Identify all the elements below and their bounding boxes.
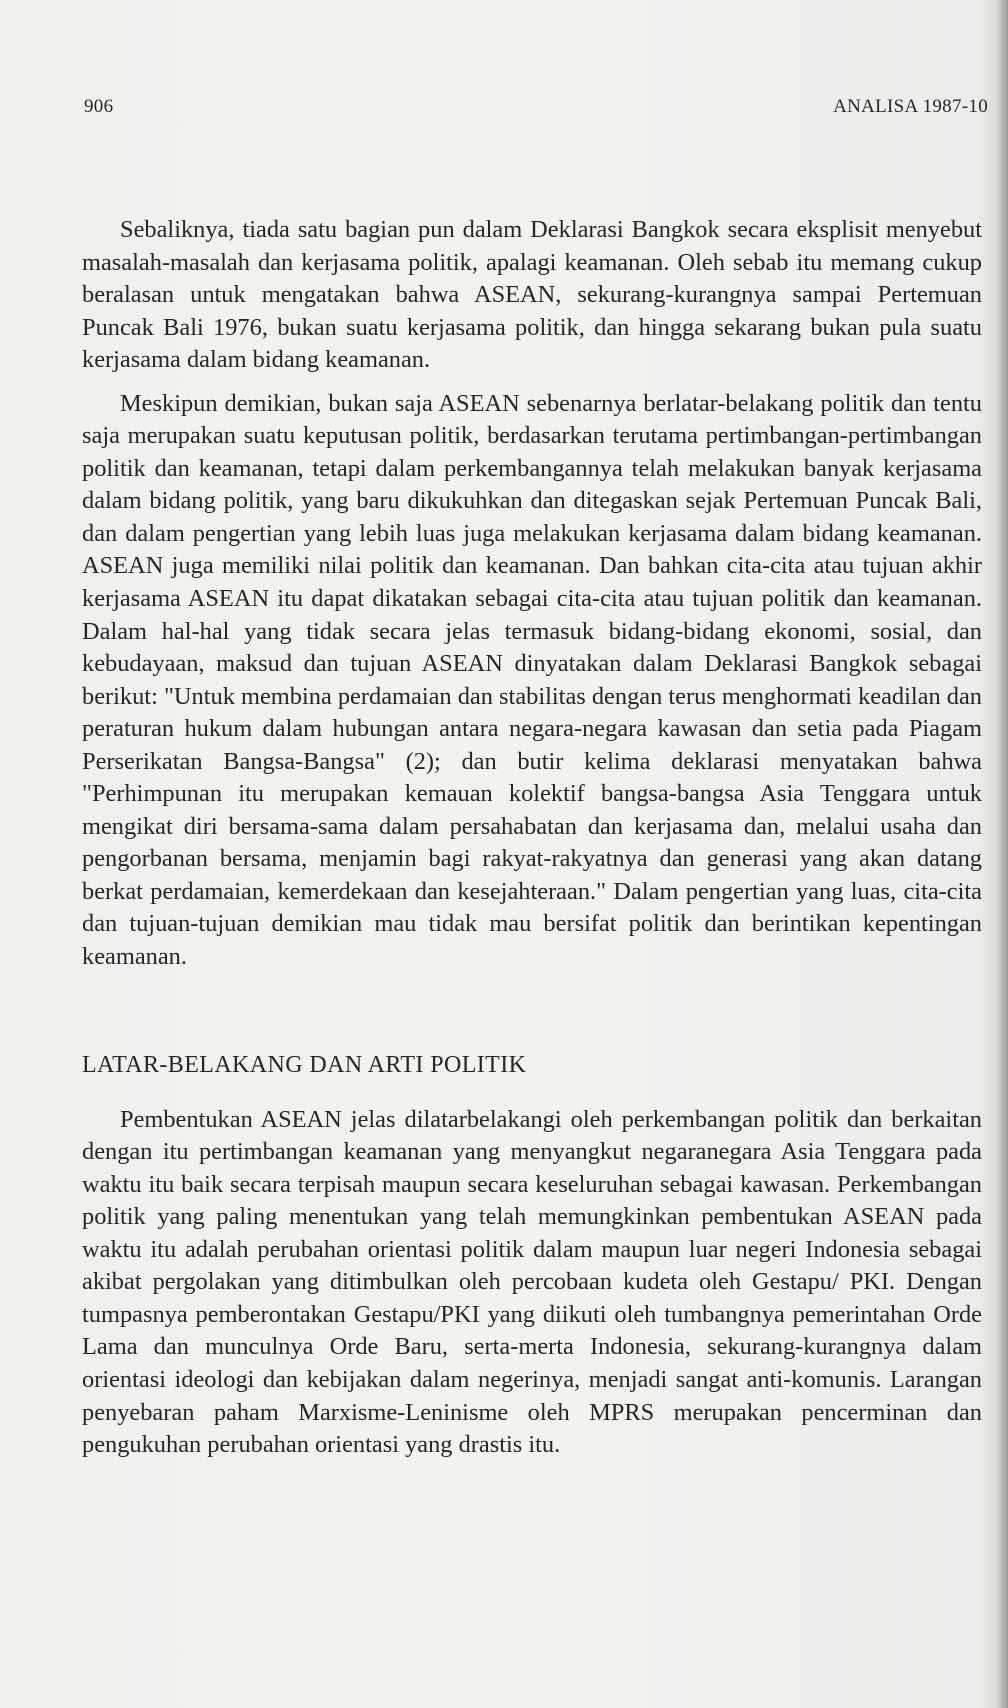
running-head: ANALISA 1987-10 <box>833 96 988 117</box>
binding-edge-shadow <box>996 0 1008 1708</box>
paragraph-1: Sebaliknya, tiada satu bagian pun dalam Deklarasi Bangkok secara eksplisit menyebut masalah-masalah dan kerjasama politik, apalagi keamanan. Oleh sebab itu memang cukup beralasan untuk mengatakan bahwa ASEAN, sekurang-kurangnya sampai Pertemuan Puncak Bali 1976, bukan suatu kerjasama politik, dan hingga sekarang bukan pula suatu kerjasama dalam bidang keamanan. <box>82 216 982 374</box>
page-header <box>84 96 988 122</box>
section-heading: LATAR-BELAKANG DAN ARTI POLITIK <box>82 1051 527 1078</box>
article-body <box>82 214 982 1462</box>
paragraph-2: Meskipun demikian, bukan saja ASEAN sebenarnya berlatar-belakang politik dan tentu saja merupakan suatu keputusan politik, berdasarkan terutama pertimbangan-pertimbangan politik dan keamanan, tetapi dalam perkembangannya telah melakukan banyak kerjasama dalam bidang politik, yang baru dikukuhkan dan ditegaskan sejak Pertemuan Puncak Bali, dan dalam pengertian yang lebih luas juga melakukan kerjasama dalam bidang keamanan. ASEAN juga memiliki nilai politik dan keamanan. Dan bahkan cita-cita atau tujuan akhir kerjasama ASEAN itu dapat dikatakan sebagai cita-cita atau tujuan politik dan keamanan. Dalam hal-hal yang tidak secara jelas termasuk bidang-bidang ekonomi, sosial, dan kebudayaan, maksud dan tujuan ASEAN dinyatakan dalam Deklarasi Bangkok sebagai berikut: "Untuk membina perdamaian dan stabilitas dengan terus menghormati keadilan dan peraturan hukum dalam hubungan antara negara-negara kawasan dan setia pada Piagam Perserikatan Bangsa-Bangsa" (2); dan butir kelima deklarasi menyatakan bahwa "Perhimpunan itu merupakan kemauan kolektif bangsa-bangsa Asia Tenggara untuk mengikat diri bersama-sama dalam persahabatan dan kerjasama dan, melalui usaha dan pengorbanan bersama, menjamin bagi rakyat-rakyatnya dan generasi yang akan datang berkat perdamaian, kemerdekaan dan kesejahteraan." Dalam pengertian yang luas, cita-cita dan tujuan-tujuan demikian mau tidak mau bersifat politik dan berintikan kepentingan keamanan. <box>82 389 982 971</box>
paragraph-3: Pembentukan ASEAN jelas dilatarbelakangi oleh perkembangan politik dan berkaitan dengan itu pertimbangan keamanan yang menyangkut negaranegara Asia Tenggara pada waktu itu baik secara terpisah maupun secara keseluruhan sebagai kawasan. Perkembangan politik yang paling menentukan yang telah memungkinkan pembentukan ASEAN pada waktu itu adalah perubahan orientasi politik dalam maupun luar negeri Indonesia sebagai akibat pergolakan yang ditimbulkan oleh percobaan kudeta oleh Gestapu/ PKI. Dengan tumpasnya pemberontakan Gestapu/PKI yang diikuti oleh tumbangnya pemerintahan Orde Lama dan munculnya Orde Baru, serta-merta Indonesia, sekurang-kurangnya dalam orientasi ideologi dan kebijakan dalam negerinya, menjadi sangat anti-komunis. Larangan penyebaran paham Marxisme-Leninisme oleh MPRS merupakan pencerminan dan pengukuhan perubahan orientasi yang drastis itu. <box>82 1105 982 1459</box>
page-number: 906 <box>84 96 114 117</box>
